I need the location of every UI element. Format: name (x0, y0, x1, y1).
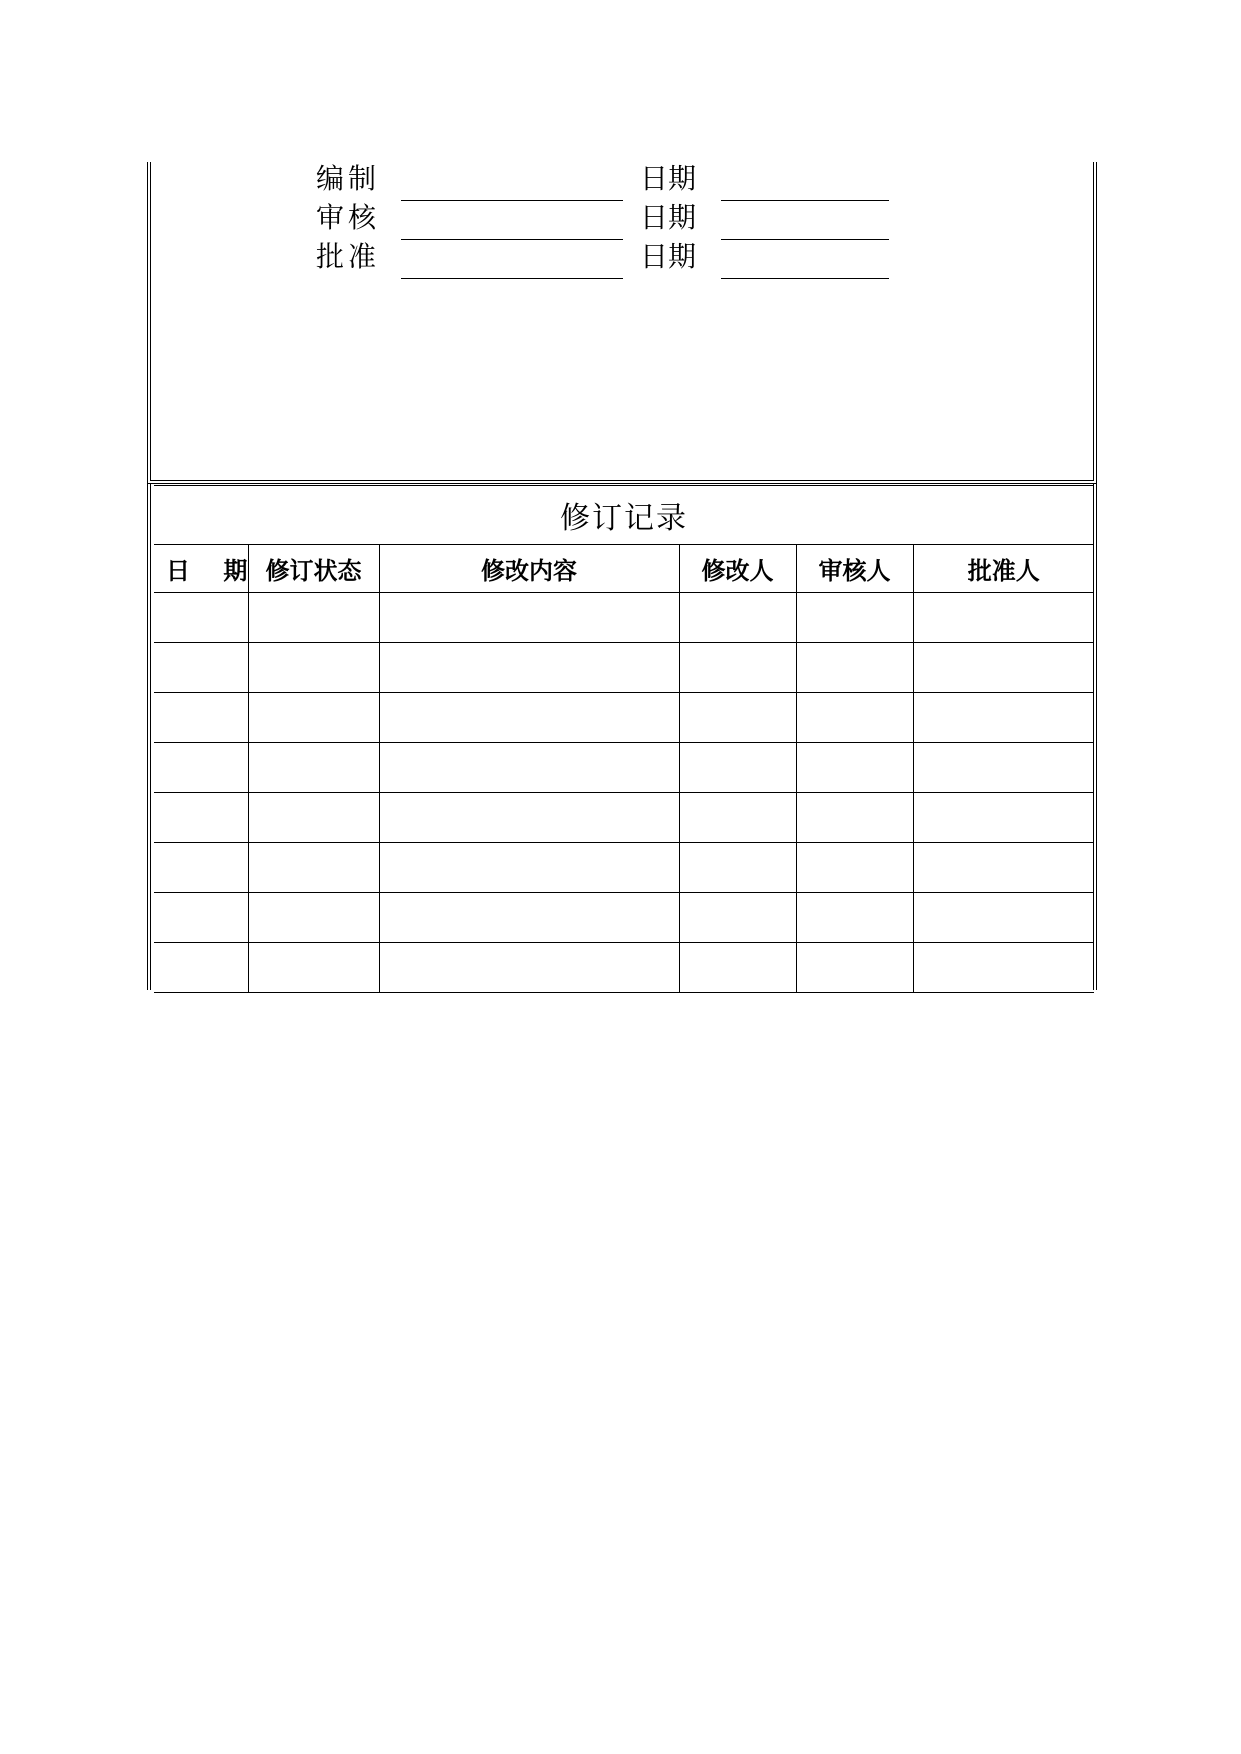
date-cell[interactable] (154, 793, 248, 843)
reviewer-cell[interactable] (796, 593, 913, 643)
revision-status-cell[interactable] (248, 743, 379, 793)
reviewer-cell[interactable] (796, 643, 913, 693)
review-signature-line[interactable] (401, 239, 623, 240)
approver-cell[interactable] (913, 793, 1094, 843)
approver-cell[interactable] (913, 593, 1094, 643)
approver-cell[interactable] (913, 843, 1094, 893)
column-header-approver: 批准人 (913, 545, 1094, 593)
review-label: 审核 (316, 201, 381, 234)
reviewer-cell[interactable] (796, 693, 913, 743)
date-cell[interactable] (154, 743, 248, 793)
approve-date-label: 日期 (640, 240, 697, 273)
column-header-reviewer: 审核人 (796, 545, 913, 593)
reviewer-cell[interactable] (796, 893, 913, 943)
compile-date-line[interactable] (721, 200, 889, 201)
date-cell[interactable] (154, 693, 248, 743)
modifier-cell[interactable] (679, 743, 796, 793)
approver-cell[interactable] (913, 643, 1094, 693)
change-content-cell[interactable] (379, 793, 679, 843)
approve-label: 批准 (316, 240, 381, 273)
revision-record-title: 修订记录 (154, 486, 1094, 545)
revision-status-cell[interactable] (248, 893, 379, 943)
change-content-cell[interactable] (379, 643, 679, 693)
date-cell[interactable] (154, 943, 248, 993)
change-content-cell[interactable] (379, 693, 679, 743)
table-row (154, 643, 1094, 693)
table-header-row (154, 545, 1094, 593)
approval-block (147, 162, 1097, 484)
reviewer-cell[interactable] (796, 743, 913, 793)
reviewer-cell[interactable] (796, 793, 913, 843)
revision-status-cell[interactable] (248, 943, 379, 993)
reviewer-cell[interactable] (796, 943, 913, 993)
date-cell[interactable] (154, 843, 248, 893)
table-row (154, 743, 1094, 793)
compile-signature-line[interactable] (401, 200, 623, 201)
column-header-change-content: 修改内容 (379, 545, 679, 593)
modifier-cell[interactable] (679, 593, 796, 643)
change-content-cell[interactable] (379, 843, 679, 893)
revision-status-cell[interactable] (248, 793, 379, 843)
change-content-cell[interactable] (379, 943, 679, 993)
table-row (154, 793, 1094, 843)
approve-signature-line[interactable] (401, 278, 623, 279)
date-cell[interactable] (154, 593, 248, 643)
modifier-cell[interactable] (679, 693, 796, 743)
approve-date-line[interactable] (721, 278, 889, 279)
revision-status-cell[interactable] (248, 693, 379, 743)
table-row (154, 893, 1094, 943)
reviewer-cell[interactable] (796, 843, 913, 893)
compile-date-label: 日期 (640, 162, 697, 195)
approver-cell[interactable] (913, 743, 1094, 793)
column-header-revision-status: 修订状态 (248, 545, 379, 593)
date-cell[interactable] (154, 893, 248, 943)
revision-status-cell[interactable] (248, 843, 379, 893)
revision-record-table (154, 485, 1094, 993)
revision-status-cell[interactable] (248, 593, 379, 643)
change-content-cell[interactable] (379, 893, 679, 943)
modifier-cell[interactable] (679, 843, 796, 893)
table-row (154, 943, 1094, 993)
table-row (154, 693, 1094, 743)
compile-label: 编制 (316, 162, 381, 195)
modifier-cell[interactable] (679, 893, 796, 943)
column-header-date: 日 期 (154, 545, 248, 593)
review-date-label: 日期 (640, 201, 697, 234)
revision-status-cell[interactable] (248, 643, 379, 693)
modifier-cell[interactable] (679, 943, 796, 993)
review-date-line[interactable] (721, 239, 889, 240)
approver-cell[interactable] (913, 693, 1094, 743)
approver-cell[interactable] (913, 943, 1094, 993)
column-header-modifier: 修改人 (679, 545, 796, 593)
change-content-cell[interactable] (379, 743, 679, 793)
date-cell[interactable] (154, 643, 248, 693)
modifier-cell[interactable] (679, 643, 796, 693)
table-row (154, 843, 1094, 893)
change-content-cell[interactable] (379, 593, 679, 643)
approver-cell[interactable] (913, 893, 1094, 943)
modifier-cell[interactable] (679, 793, 796, 843)
table-row (154, 593, 1094, 643)
revision-record-block (147, 484, 1097, 990)
